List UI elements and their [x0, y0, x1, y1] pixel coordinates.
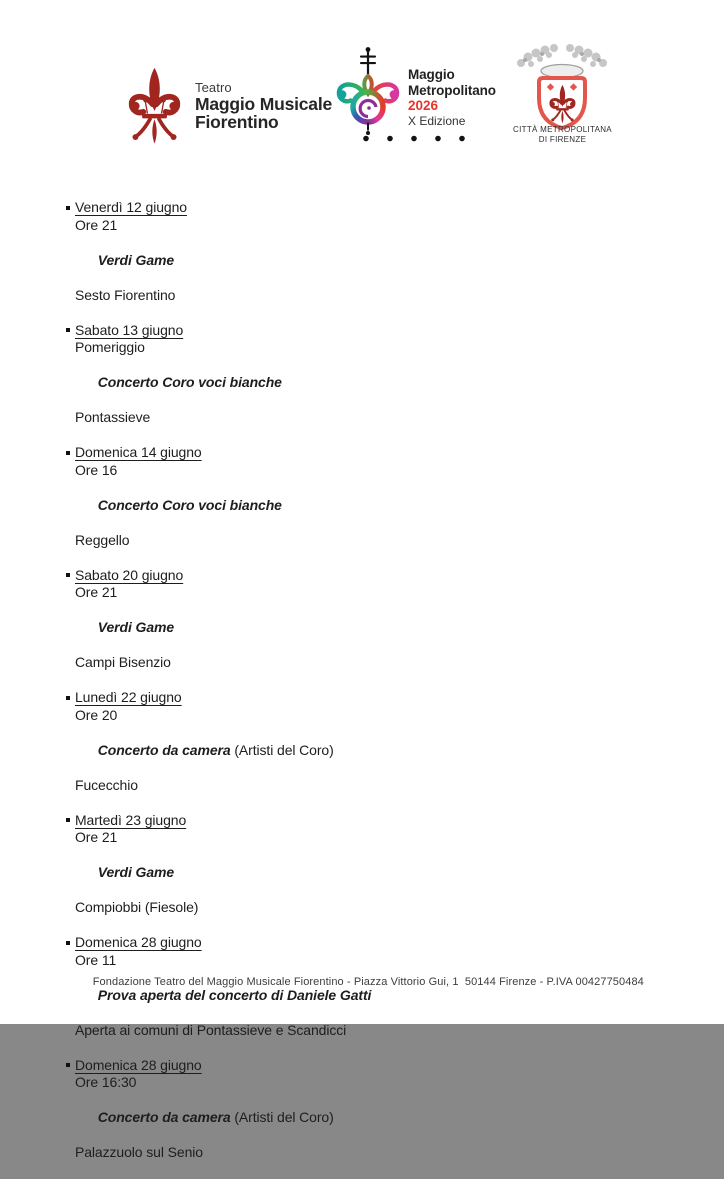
event-title: Prova aperta del concerto di Daniele Gatti: [97, 986, 372, 1003]
citta-logo-line2: DI FIRENZE: [538, 134, 587, 144]
event-date: Sabato 13 giugno: [75, 321, 184, 338]
event-item: [66, 322, 371, 427]
event-time: Ore 21: [75, 829, 118, 845]
event-time: Ore 21: [75, 584, 118, 600]
event-title-line: [66, 234, 371, 287]
event-location: Fucecchio: [75, 776, 138, 793]
bullet-icon: [66, 573, 70, 577]
event-time: Ore 21: [75, 216, 118, 233]
event-time: Ore 16:30: [75, 1074, 137, 1090]
event-date-line: [66, 322, 371, 340]
maggio-logo-line1: Maggio: [408, 67, 455, 82]
bullet-icon: [66, 328, 70, 332]
event-date-line: [66, 567, 371, 585]
event-time: Ore 11: [75, 951, 117, 968]
maggio-logo-edition: X Edizione: [408, 113, 466, 128]
event-location: Reggello: [75, 531, 130, 548]
events-list: [66, 199, 371, 1179]
event-title: Concerto Coro voci bianche: [97, 496, 282, 513]
event-date: Lunedì 22 giugno: [75, 689, 182, 705]
event-title: Verdi Game: [97, 251, 175, 268]
bullet-icon: [66, 451, 70, 455]
event-title-line: [66, 479, 371, 532]
event-date-line: [66, 934, 371, 952]
fleur-de-lis-icon: [128, 66, 181, 146]
event-date: Domenica 14 giugno: [75, 444, 202, 460]
event-date-line: [66, 444, 371, 462]
event-date: Sabato 20 giugno: [75, 566, 184, 583]
event-location: Aperta ai comuni di Pontassieve e Scandicci: [75, 1021, 347, 1038]
event-title-line: [66, 724, 371, 777]
footer-text: Fondazione Teatro del Maggio Musicale Fiorentino - Piazza Vittorio Gui, 1 50144 Firenze - P.IVA 00427750484: [92, 976, 644, 988]
event-date: Venerdì 12 giugno: [75, 199, 187, 215]
citta-metropolitana-logo: [500, 125, 625, 144]
bullet-icon: [66, 941, 70, 945]
event-date: Domenica 28 giugno: [75, 934, 202, 950]
event-item: [66, 812, 371, 917]
event-time: Ore 20: [75, 706, 118, 723]
event-location: Compiobbi (Fiesole): [75, 899, 199, 915]
event-date: Domenica 28 giugno: [75, 1056, 202, 1073]
event-title-suffix: (Artisti del Coro): [230, 741, 334, 758]
event-title-line: [66, 847, 371, 900]
event-title: Concerto da camera: [97, 1109, 231, 1125]
event-title-line: [66, 1092, 371, 1145]
event-title-line: [66, 357, 371, 410]
event-location: Palazzuolo sul Senio: [75, 1144, 203, 1160]
event-title-suffix: (Artisti del Coro): [230, 1109, 334, 1125]
maggio-metropolitano-logo: [408, 67, 496, 129]
event-item: [66, 1057, 371, 1162]
maggio-logo-line2: Metropolitano: [408, 82, 496, 98]
event-location: Pontassieve: [75, 409, 151, 425]
event-date-line: [66, 812, 371, 830]
event-item: [66, 689, 371, 794]
bullet-icon: [66, 1063, 70, 1067]
event-item: [66, 199, 371, 304]
bullet-icon: [66, 696, 70, 700]
teatro-maggio-logo: [195, 80, 332, 131]
teatro-logo-line2: Maggio Musicale: [195, 94, 333, 114]
event-item: [66, 444, 371, 549]
citta-metropolitana-crest-icon: [505, 42, 620, 128]
event-location: Sesto Fiorentino: [75, 286, 176, 303]
event-date-line: [66, 1057, 371, 1075]
teatro-logo-line1: Teatro: [195, 80, 232, 95]
event-title: Concerto da camera: [97, 741, 231, 758]
event-title: Verdi Game: [97, 619, 175, 635]
teatro-logo-line3: Fiorentino: [195, 111, 279, 132]
footer: [0, 964, 724, 1000]
bullet-icon: [66, 818, 70, 822]
event-item: [66, 567, 371, 672]
maggio-logo-year: 2026: [408, 98, 439, 113]
event-date-line: [66, 199, 371, 217]
bullet-icon: [66, 206, 70, 210]
event-title: Verdi Game: [97, 864, 175, 880]
event-title-line: [66, 602, 371, 655]
event-title: Concerto Coro voci bianche: [97, 374, 282, 390]
event-date-line: [66, 689, 371, 707]
event-date: Martedì 23 giugno: [75, 811, 187, 828]
event-location: Campi Bisenzio: [75, 654, 171, 670]
event-time: Ore 16: [75, 461, 118, 478]
citta-logo-line1: CITTÀ METROPOLITANA: [513, 125, 612, 134]
event-time: Pomeriggio: [75, 339, 145, 355]
